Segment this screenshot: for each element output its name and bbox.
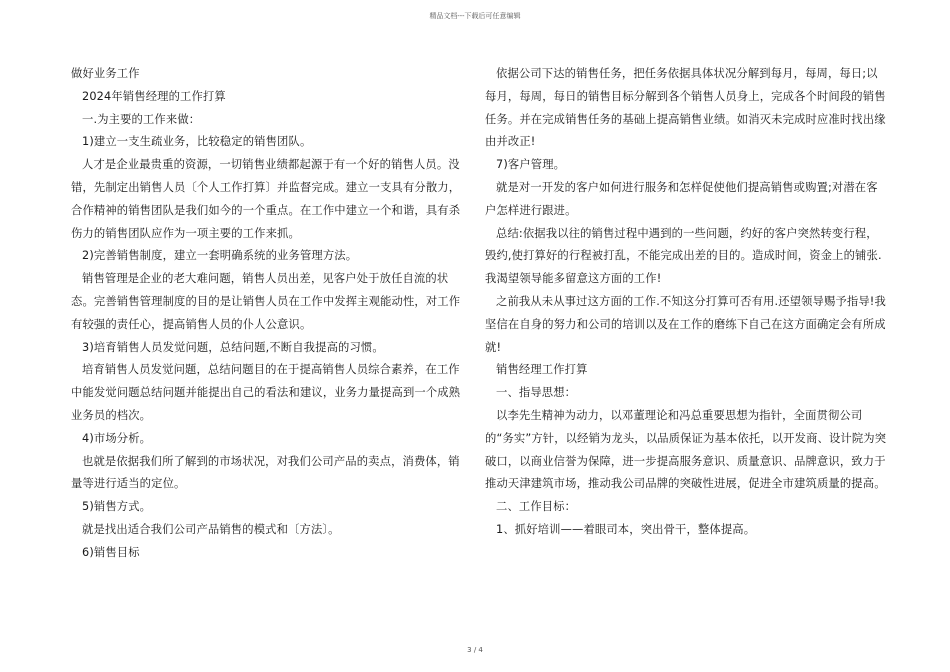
paragraph: 1、抓好培训——着眼司本，突出骨干，整体提高。 bbox=[496, 522, 756, 536]
paragraph: 4)市场分析。 bbox=[82, 431, 152, 445]
paragraph: 就是找出适合我们公司产品销售的模式和〔方法〕。 bbox=[82, 522, 340, 536]
paragraph: 一.为主要的工作来做： bbox=[82, 112, 201, 126]
paragraph: 培育销售人员发觉问题，总结问题目的在于提高销售人员综合素养，在工作中能发觉问题总结问题并能提出自己的看法和建议，业务力量提高到一个成熟业务员的档次。 bbox=[71, 363, 461, 422]
right-column bbox=[485, 63, 889, 542]
paragraph: 3)培育销售人员发觉问题，总结问题,不断自我提高的习惯。 bbox=[82, 340, 384, 354]
paragraph: 2)完善销售制度，建立一套明确系统的业务管理方法。 bbox=[82, 249, 358, 263]
paragraph: 也就是依据我们所了解到的市场状况，对我们公司产品的卖点，消费体，销量等进行适当的定位。 bbox=[71, 454, 460, 491]
paragraph: 销售经理工作打算 bbox=[496, 363, 588, 377]
page-header: 精品文档---下载后可任意编辑 bbox=[429, 12, 521, 20]
paragraph: 6)销售目标 bbox=[82, 545, 140, 559]
page-number: 3 / 4 bbox=[467, 646, 483, 654]
paragraph: 做好业务工作 bbox=[71, 67, 140, 80]
paragraph: 依据公司下达的销售任务，把任务依据具体状况分解到每月，每周，每日;以每月，每周，每日的销售目标分解到各个销售人员身上，完成各个时间段的销售任务。并在完成销售任务的基础上提高销售业绩。如消灭未完成时应准时找出缘由并改正! bbox=[485, 67, 886, 149]
paragraph: 二、工作目标： bbox=[496, 500, 577, 514]
paragraph: 就是对一开发的客户如何进行服务和怎样促使他们提高销售或购置;对潜在客户怎样进行跟进。 bbox=[485, 180, 878, 217]
paragraph: 人才是企业最贵重的资源，一切销售业绩都起源于有一个好的销售人员。没错，先制定出销售人员〔个人工作打算〕并监督完成。建立一支具有分散力，合作精神的销售团队是我们如今的一个重点。在工作中建立一个和谐，具有杀伤力的销售团队应作为一项主要的工作来抓。 bbox=[71, 158, 461, 240]
paragraph: 7)客户管理。 bbox=[496, 158, 566, 172]
paragraph: 之前我从未从事过这方面的工作.不知这分打算可否有用.还望领导赐予指导!我坚信在自身的努力和公司的培训以及在工作的磨练下自己在这方面确定会有所成就! bbox=[485, 294, 886, 354]
paragraph: 总结:依据我以往的销售过程中遇到的一些问题，约好的客户突然转变行程，毁约,使打算好的行程被打乱，不能完成出差的目的。造成时间，资金上的铺张.我渴望领导能多留意这方面的工作! bbox=[485, 226, 882, 286]
paragraph: 2024年销售经理的工作打算 bbox=[82, 89, 226, 103]
left-column bbox=[71, 63, 471, 565]
paragraph: 5)销售方式。 bbox=[82, 500, 152, 514]
paragraph: 1)建立一支生疏业务，比较稳定的销售团队。 bbox=[82, 135, 312, 149]
paragraph: 以李先生精神为动力，以邓董理论和冯总重要思想为指针，全面贯彻公司的“务实”方针，以经销为龙头，以品质保证为基本依托，以开发商、设计院为突破口，以商业信誉为保障，进一步提高服务意识、质量意识、品牌意识，致力于推动天津建筑市场，推动我公司品牌的突破性进展，促进全市建筑质量的提高。 bbox=[485, 408, 887, 491]
paragraph: 销售管理是企业的老大难问题，销售人员出差，见客户处于放任自流的状态。完善销售管理制度的目的是让销售人员在工作中发挥主观能动性，对工作有较强的责任心，提高销售人员的仆人公意识。 bbox=[71, 272, 461, 331]
paragraph: 一、指导思想： bbox=[496, 386, 577, 400]
